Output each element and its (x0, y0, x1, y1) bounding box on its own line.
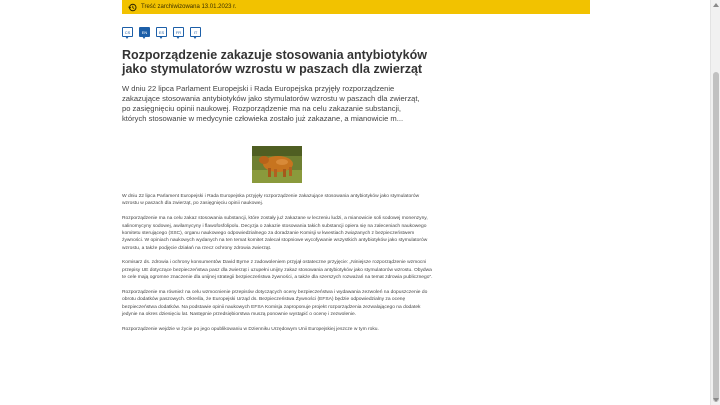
lang-fr-button[interactable]: FR (173, 27, 184, 37)
page-scrollbar[interactable] (710, 0, 720, 405)
archive-notice-text: Treść zarchiwizowana 13.01.2023 r. (141, 4, 237, 10)
article-title: Rozporządzenie zakazuje stosowania antybiotyków jako stymulatorów wzrostu w paszach dla zwierząt (122, 48, 427, 76)
archive-notice-bar (122, 0, 590, 14)
article-paragraph: W dniu 22 lipca Parlament Europejski i Rada Europejska przyjęły rozporządzenie zakazujące stosowania antybiotyków jako stymulatorów wzrostu w paszach dla zwierząt, po zasięgnięciu opinii naukowej. (122, 194, 420, 207)
article-paragraph: Rozporządzenie ma na celu zakaz stosowania substancji, które zostały już zakazane w leczeniu ludzi, a mianowicie soli sodowej monenzyny, salinomycyny sodowej, awilamycyny i flawofosfolipolu. Decyzja o zakazie stosowania takich substancji opiera się na zaleceniach naukowego komitetu sterującego (SSC), organu naukowego odpowiedzialnego za doradzanie Komisji w kwestiach związanych z bezpieczeństwem żywności. W opiniach naukowych wydanych na ten temat komitet zalecał stopniowe wycofywanie wszystkich antybiotyków jako stymulatorów wzrostu, a także podjęcie działań na rzecz ochrony zdrowia zwierząt. (122, 216, 428, 251)
cow-photo (252, 146, 302, 183)
article-paragraph: Rozporządzenie ma również na celu wzmocnienie przepisów dotyczących oceny bezpieczeństwa i wydawania zezwoleń na dopuszczenie do obrotu dodatków paszowych. Określa, że Europejski Urząd ds. Bezpieczeństwa Żywności (EFSA) będzie odpowiedzialny za ocenę bezpieczeństwa dodatków. Na podstawie opinii naukowych EFSA Komisja zaproponuje projekt rozporządzenia zezwalającego na dodatek jedynie na okres dziesięciu lat. Następnie przedsiębiorstwa muszą ponownie wystąpić o ocenę i zezwolenie. (122, 289, 428, 318)
history-icon (128, 3, 137, 12)
article-paragraph: Rozporządzenie wejdzie w życie po jego opublikowaniu w Dzienniku Urzędowym Unii Europejskiej jeszcze w tym roku. (122, 326, 379, 332)
lang-it-button[interactable]: IT (190, 27, 201, 37)
article-lead: W dniu 22 lipca Parlament Europejski i Rada Europejska przyjęły rozporządzenie zakazujące stosowania antybiotyków jako stymulatorów wzrostu w paszach dla zwierząt, po zasięgnięciu opinii naukowej. Rozporządzenie ma na celu zakazanie substancji, których stosowanie w medycynie człowieka zostało już zakazane, a mianowicie m... (122, 84, 420, 123)
lang-cs-button[interactable]: CS (122, 27, 133, 37)
language-switcher (122, 27, 201, 37)
article-body (122, 193, 434, 341)
article-paragraph: Komisarz ds. zdrowia i ochrony konsumentów David Byrne z zadowoleniem przyjął ostateczne przyjęcie: „Niniejsze rozporządzenie wzmocni przepisy UE dotyczące bezpieczeństwa pasz dla zwierząt i uzupełni unijny zakaz stosowania antybiotyków jako stymulatorów wzrostu. Obydwa te cele mają ogromne znaczenie dla unijnej strategii bezpieczeństwa żywności, a także dla szerszych rozważań na temat zdrowia publicznego”. (122, 260, 433, 281)
scroll-down-icon[interactable] (713, 398, 719, 402)
lang-en-button[interactable]: EN (139, 27, 150, 37)
lang-es-button[interactable]: ES (156, 27, 167, 37)
scroll-up-icon[interactable] (713, 3, 719, 7)
scrollbar-thumb[interactable] (713, 72, 719, 402)
